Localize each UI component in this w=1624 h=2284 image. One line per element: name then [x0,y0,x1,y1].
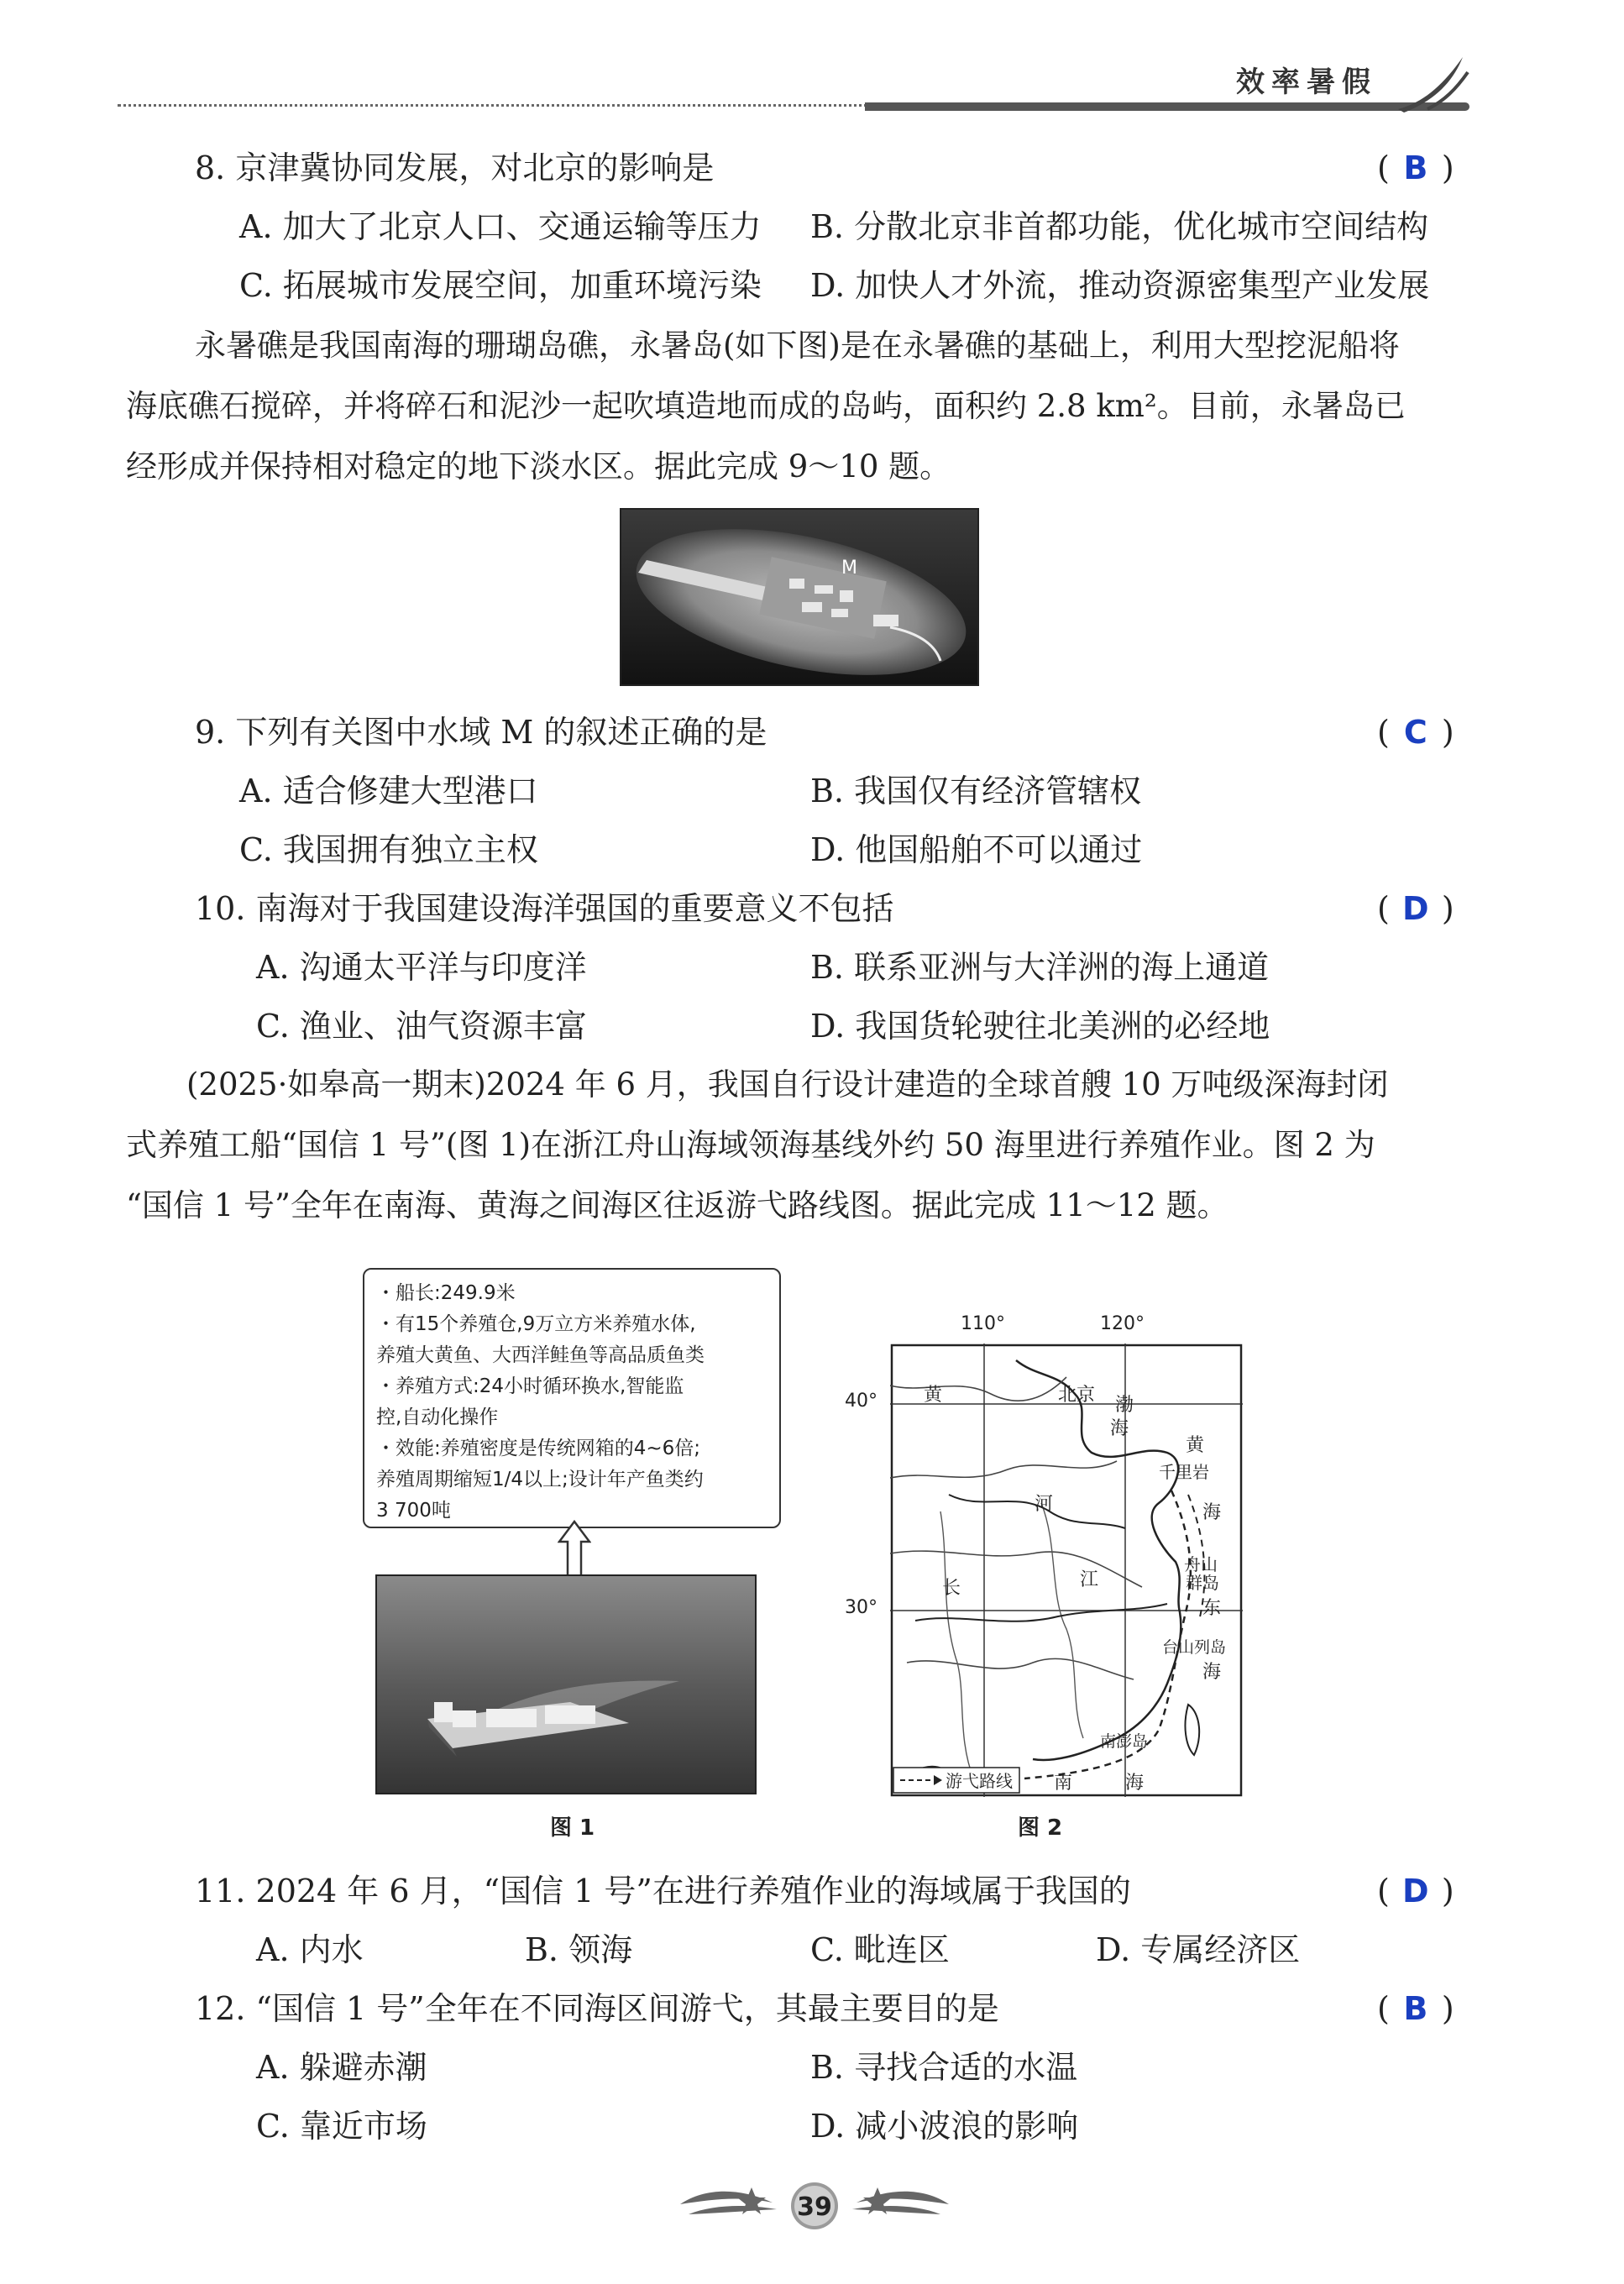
page-number-badge [672,2162,957,2246]
q12-option-b: B. 寻找合适的水温 [810,2049,1078,2086]
fig2-lat-40: 40° [845,1391,877,1412]
fig1-info-line: 3 700吨 [376,1500,451,1522]
q8-option-d: D. 加快人才外流，推动资源密集型产业发展 [810,267,1430,304]
q9-answer: ( C ) [1377,714,1454,751]
q12-stem: 12. “国信 1 号”全年在不同海区间游弋，其最主要目的是 [195,1990,999,2027]
q11-option-c: C. 毗连区 [810,1931,950,1968]
q10-option-d: D. 我国货轮驶往北美洲的必经地 [810,1008,1270,1045]
q10-stem: 10. 南海对于我国建设海洋强国的重要意义不包括 [195,890,894,927]
fig2-place-label: 北京 [1058,1385,1096,1406]
island-label-m: M [841,558,857,579]
q11-option-b: B. 领海 [525,1931,633,1968]
fig2-place-label: 东 [1202,1598,1222,1619]
q9-option-a: A. 适合修建大型港口 [239,773,538,809]
q10-option-c: C. 渔业、油气资源丰富 [256,1008,587,1045]
q9-answer-letter: C [1403,714,1428,751]
fig1-info-line: 养殖大黄鱼、大西洋鲑鱼等高品质鱼类 [376,1344,705,1366]
q9-stem: 9. 下列有关图中水域 M 的叙述正确的是 [195,714,767,751]
fig1-info-line: ・船长:249.9米 [376,1282,516,1304]
fig2-place-label: 海 [1125,1773,1145,1794]
fig2-place-label: 海 [1202,1662,1222,1683]
q8-stem: 8. 京津冀协同发展，对北京的影响是 [195,149,715,186]
q8-option-c: C. 拓展城市发展空间，加重环境污染 [239,267,762,304]
page-number: 39 [797,2192,832,2222]
q9-option-d: D. 他国船舶不可以通过 [810,831,1143,868]
q12-option-c: C. 靠近市场 [256,2108,427,2145]
q12-option-a: A. 躲避赤潮 [256,2049,427,2086]
fig1-info-line: ・效能:养殖密度是传统网箱的4~6倍; [376,1438,701,1459]
fig2-place-label: 群岛 [1186,1573,1219,1593]
fig2-lon-110: 110° [961,1313,1005,1334]
fig2-place-label: 黄 [1186,1435,1205,1456]
passage1-line3: 经形成并保持相对稳定的地下淡水区。据此完成 9～10 题。 [126,448,951,485]
fig2-caption: 图 2 [1018,1815,1063,1841]
fig2-place-label: 千里岩 [1159,1462,1209,1482]
q11-answer: ( D ) [1377,1873,1454,1909]
fig2-lat-30: 30° [845,1597,877,1618]
fig1-info-line: ・有15个养殖仓,9万立方米养殖水体, [376,1313,696,1335]
q12-answer: ( B ) [1377,1990,1454,2027]
q10-answer: ( D ) [1377,890,1454,927]
q9-option-b: B. 我国仅有经济管辖权 [810,773,1142,809]
header-title: 效率暑假 [1236,65,1377,99]
header-bar [865,102,1469,111]
q8-answer-letter: B [1403,149,1428,186]
q11-option-d: D. 专属经济区 [1096,1931,1301,1968]
q11-answer-letter: D [1402,1873,1429,1909]
fig2-legend-label: 游弋路线 [946,1771,1013,1791]
fig1-info-line: 养殖周期缩短1/4以上;设计年产鱼类约 [376,1469,704,1490]
q10-option-a: A. 沟通太平洋与印度洋 [256,949,587,986]
ship-photo [375,1574,757,1794]
fig2-place-label: 南澎岛 [1100,1732,1149,1751]
fig2-place-label: 河 [1035,1494,1054,1515]
q10-option-b: B. 联系亚洲与大洋洲的海上通道 [810,949,1270,986]
fig2-place-label: 黄 [924,1385,943,1406]
passage1-line2: 海底礁石搅碎，并将碎石和泥沙一起吹填造地而成的岛屿，面积约 2.8 km²。目前，永暑岛已 [126,388,1406,424]
fig2-place-label: 渤 [1115,1395,1134,1416]
header-swoosh-icon [1394,54,1469,113]
fig2-place-label: 海 [1110,1418,1129,1439]
q12-answer-letter: B [1403,1990,1428,2027]
fig1-caption: 图 1 [550,1815,595,1841]
fig2-map [890,1344,1243,1797]
fig2-place-label: 南 [1054,1773,1073,1794]
q12-option-d: D. 减小波浪的影响 [810,2108,1079,2145]
fig2-place-label: 台山列岛 [1162,1638,1227,1657]
q11-stem: 11. 2024 年 6 月，“国信 1 号”在进行养殖作业的海域属于我国的 [195,1873,1131,1909]
header-dotted-rule [118,104,873,107]
fig1-info-line: 控,自动化操作 [376,1407,499,1428]
passage2-line1: (2025·如皋高一期末)2024 年 6 月，我国自行设计建造的全球首艘 10 万吨级深海封闭 [186,1066,1389,1103]
fig1-info-box [363,1268,781,1528]
passage2-line2: 式养殖工船“国信 1 号”(图 1)在浙江舟山海域领海基线外约 50 海里进行养殖作业。图 2 为 [126,1127,1375,1163]
fig2-place-label: 江 [1080,1569,1099,1590]
fig1-info-line: ・养殖方式:24小时循环换水,智能监 [376,1375,684,1397]
page-header [118,50,1495,118]
fig2-place-label: 长 [942,1578,961,1599]
fig2-place-label: 海 [1202,1502,1222,1523]
q9-option-c: C. 我国拥有独立主权 [239,831,538,868]
fig2-place-label: 舟山 [1184,1554,1218,1574]
island-photo [620,508,979,686]
passage2-line3: “国信 1 号”全年在南海、黄海之间海区往返游弋路线图。据此完成 11～12 题。 [126,1187,1228,1223]
q10-answer-letter: D [1402,890,1429,927]
q8-option-a: A. 加大了北京人口、交通运输等压力 [239,208,762,245]
passage1-line1: 永暑礁是我国南海的珊瑚岛礁，永暑岛(如下图)是在永暑礁的基础上，利用大型挖泥船将 [195,327,1400,364]
q8-answer: ( B ) [1377,149,1454,186]
q11-option-a: A. 内水 [256,1931,364,1968]
fig2-lon-120: 120° [1100,1313,1145,1334]
q8-option-b: B. 分散北京非首都功能，优化城市空间结构 [810,208,1429,245]
